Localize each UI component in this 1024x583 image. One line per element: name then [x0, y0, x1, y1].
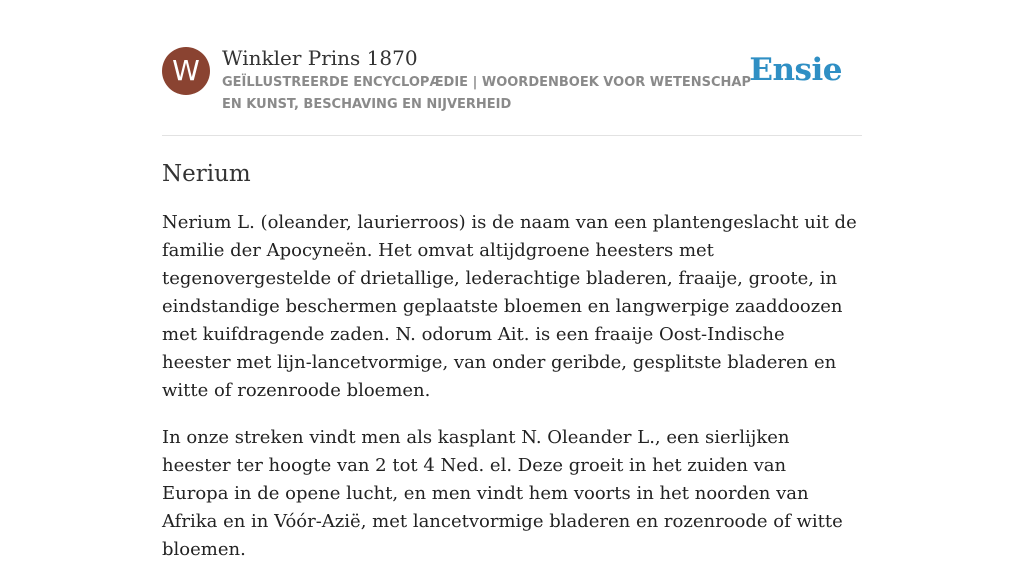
article-title: Nerium — [162, 161, 251, 187]
source-subtitle: GEÏLLUSTREERDE ENCYCLOPÆDIE | WOORDENBOEK VOOR WETENSCHAP EN KUNST, BESCHAVING EN NIJVERHEID — [222, 75, 751, 112]
article-paragraph-1: Nerium L. (oleander, laurierroos) is de naam van een plantengeslacht uit de familie der Apocyneën. Het omvat altijdgroene heesters met tegenovergestelde of drietallige, lederachtige bladeren, fraaije, groote, in eindstandige beschermen geplaatste bloemen en langwerpige zaaddoozen met kuifdragende zaden. N. odorum Ait. is een fraaije Oost-Indische heester met lijn-lancetvormige, van onder geribde, gesplitste bladeren en witte of rozenroode bloemen. — [162, 212, 857, 401]
content-container — [162, 44, 862, 583]
source-avatar[interactable]: W — [162, 47, 210, 95]
article-paragraph-2: In onze streken vindt men als kasplant N. Oleander L., een sierlijken heester ter hoogte van 2 tot 4 Ned. el. Deze groeit in het zuiden van Europa in de opene lucht, en men vindt hem voorts in het noorden van Afrika en in Vóór-Azië, met lancetvormige bladeren en rozenroode of witte bloemen. — [162, 427, 843, 560]
source-title[interactable]: Winkler Prins 1870 — [222, 46, 418, 70]
ensie-logo[interactable]: Ensie — [749, 52, 842, 88]
article-body — [162, 209, 862, 564]
source-header — [162, 44, 862, 136]
